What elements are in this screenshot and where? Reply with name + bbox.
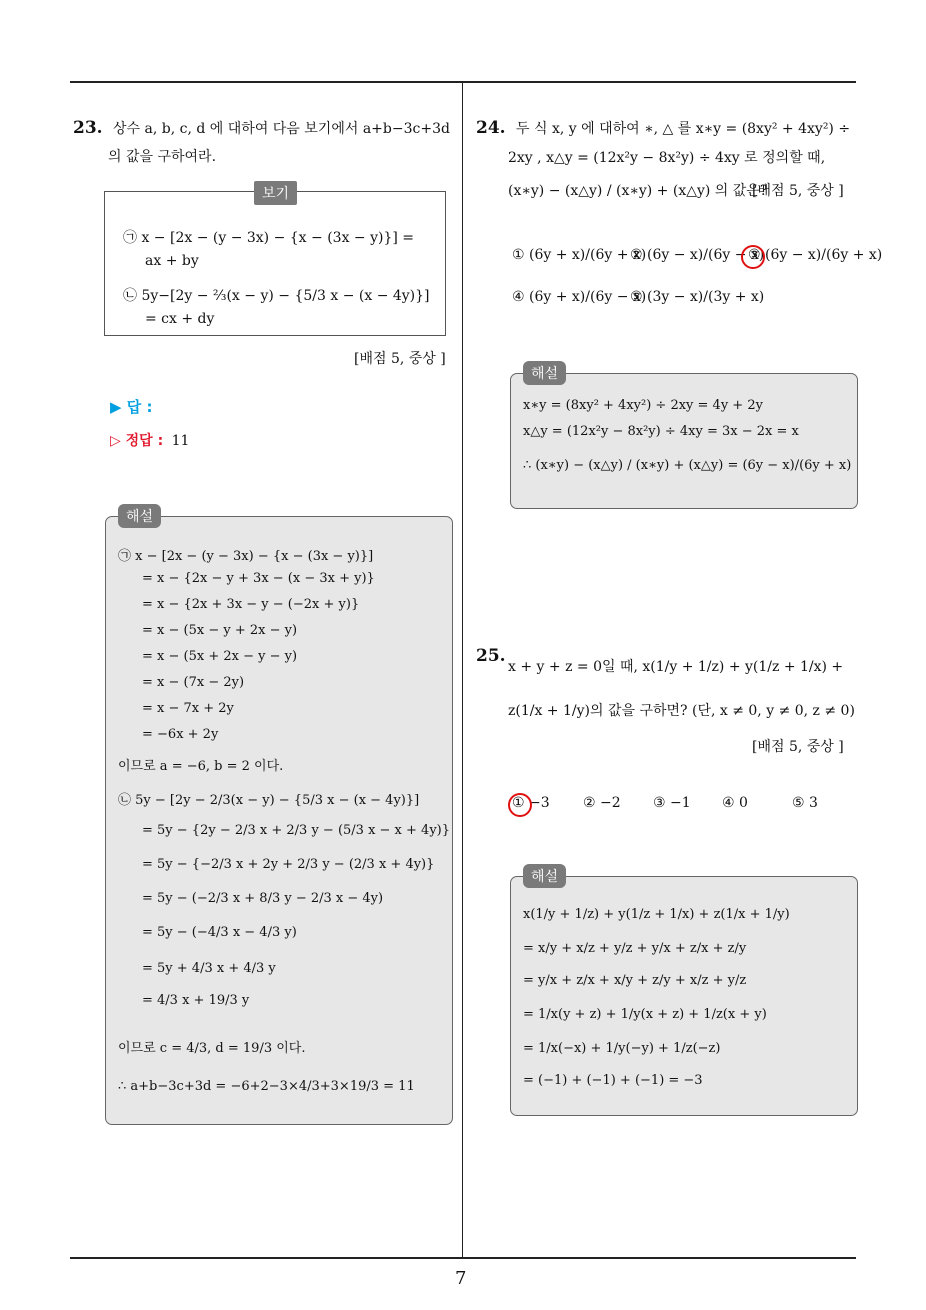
q23-sol-line: ㉡ 5y − [2y − 2/3(x − y) − {5/3 x − (x − 4y)}] — [118, 793, 420, 808]
q24-text-2: 2xy , x△y = (12x²y − 8x²y) ÷ 4xy 로 정의할 때, — [508, 150, 826, 166]
q23-sol-line: = x − (5x − y + 2x − y) — [142, 623, 298, 638]
q25-number: 25. — [476, 646, 506, 666]
q24-choice-2[interactable]: ② (6y − x)/(6y − x) — [630, 247, 765, 263]
q23-score: [배점 5, 중상 ] — [354, 351, 446, 367]
q23-sol-line: 이므로 c = 4/3, d = 19/3 이다. — [118, 1041, 306, 1056]
q25-solution-box — [510, 876, 858, 1116]
q25-choice-5[interactable]: ⑤ 3 — [792, 795, 818, 811]
q23-correct-value: 11 — [171, 433, 190, 449]
q25-sol-line: = x/y + x/z + y/z + y/x + z/x + z/y — [523, 941, 747, 956]
q23-sol-line: = −6x + 2y — [142, 727, 219, 742]
q25-score: [배점 5, 중상 ] — [752, 739, 844, 755]
q23-box-line: ax + by — [145, 253, 199, 269]
q24-text-1: 두 식 x, y 에 대하여 ∗, △ 를 x∗y = (8xy² + 4xy²) ÷ — [516, 121, 851, 137]
selected-answer-mark — [741, 245, 765, 269]
q23-sol-line: = x − 7x + 2y — [142, 701, 234, 716]
q23-sol-line: = 5y − {−2/3 x + 2y + 2/3 y − (2/3 x + 4y)} — [142, 857, 435, 872]
q24-number: 24. — [476, 118, 506, 138]
q24-choice-1[interactable]: ① (6y + x)/(6y + x) — [512, 247, 647, 263]
q23-sol-line: ㉠ x − [2x − (y − 3x) − {x − (3x − y)}] — [118, 549, 374, 564]
q25-sol-line: = 1/x(y + z) + 1/y(x + z) + 1/z(x + y) — [523, 1007, 767, 1022]
q24-text-3: (x∗y) − (x△y) / (x∗y) + (x△y) 의 값은? — [508, 183, 768, 199]
q23-sol-line: = 5y − (−2/3 x + 8/3 y − 2/3 x − 4y) — [142, 891, 384, 906]
q23-number: 23. — [73, 118, 103, 138]
q23-correct — [110, 430, 189, 450]
q25-header — [476, 646, 506, 666]
q24-sol-line: x∗y = (8xy² + 4xy²) ÷ 2xy = 4y + 2y — [523, 398, 763, 413]
q23-example-box — [104, 191, 446, 336]
q24-sol-line: x△y = (12x²y − 8x²y) ÷ 4xy = 3x − 2x = x — [523, 424, 799, 439]
q24-sol-line: ∴ (x∗y) − (x△y) / (x∗y) + (x△y) = (6y − x)/(6y + x) — [523, 458, 852, 473]
q23-sol-line: = x − (5x + 2x − y − y) — [142, 649, 298, 664]
q23-sol-line: = 5y − {2y − 2/3 x + 2/3 y − (5/3 x − x + 4y)} — [142, 823, 451, 838]
q23-solution-tab: 해설 — [118, 504, 161, 528]
q25-sol-line: = (−1) + (−1) + (−1) = −3 — [523, 1073, 703, 1088]
q23-sol-line: = x − (7x − 2y) — [142, 675, 245, 690]
q24-solution-box — [510, 373, 858, 509]
q24-score: [배점 5, 중상 ] — [752, 183, 844, 199]
q23-sol-line: 이므로 a = −6, b = 2 이다. — [118, 759, 284, 774]
q24-choice-5[interactable]: ⑤ (3y − x)/(3y + x) — [630, 289, 765, 305]
q24-choice-3[interactable]: ③ (6y − x)/(6y + x) — [748, 247, 883, 263]
q25-solution-tab: 해설 — [523, 864, 566, 888]
selected-answer-mark — [508, 793, 532, 817]
q23-sol-line: = x − {2x + 3x − y − (−2x + y)} — [142, 597, 360, 612]
q24-header — [476, 118, 850, 138]
q25-choice-4[interactable]: ④ 0 — [722, 795, 748, 811]
q24-solution-tab: 해설 — [523, 361, 566, 385]
q23-correct-label: ▷ 정답 : — [110, 433, 164, 449]
q23-solution-box — [105, 516, 453, 1125]
q25-sol-line: x(1/y + 1/z) + y(1/z + 1/x) + z(1/x + 1/y) — [523, 907, 790, 922]
q25-choice-2[interactable]: ② −2 — [583, 795, 621, 811]
q25-text-1: x + y + z = 0일 때, x(1/y + 1/z) + y(1/z + 1/x) + — [508, 659, 844, 675]
q25-sol-line: = y/x + z/x + x/y + z/y + x/z + y/z — [523, 973, 747, 988]
q23-answer-label: ▶ 답 : — [110, 398, 153, 416]
q25-choice-3[interactable]: ③ −1 — [653, 795, 691, 811]
q24-choice-4[interactable]: ④ (6y + x)/(6y − x) — [512, 289, 647, 305]
column-divider — [462, 82, 463, 1259]
q25-text-2: z(1/x + 1/y)의 값을 구하면? (단, x ≠ 0, y ≠ 0, z ≠ 0) — [508, 703, 855, 719]
q23-text-2: 의 값을 구하여라. — [108, 149, 217, 165]
q23-box-line: ㉡ 5y−[2y − ⅔(x − y) − {5/3 x − (x − 4y)}] — [123, 288, 430, 304]
q25-choice-1[interactable]: ① −3 — [512, 795, 550, 811]
q23-example-tab: 보기 — [254, 181, 297, 205]
q23-sol-line: = x − {2x − y + 3x − (x − 3x + y)} — [142, 571, 375, 586]
q23-header — [73, 118, 450, 138]
q23-sol-line: ∴ a+b−3c+3d = −6+2−3×4/3+3×19/3 = 11 — [118, 1079, 415, 1094]
q25-sol-line: = 1/x(−x) + 1/y(−y) + 1/z(−z) — [523, 1041, 721, 1056]
q23-box-line: ㉠ x − [2x − (y − 3x) − {x − (3x − y)}] = — [123, 230, 415, 246]
q23-sol-line: = 5y + 4/3 x + 4/3 y — [142, 961, 276, 976]
q23-box-line: = cx + dy — [145, 311, 215, 327]
q23-sol-line: = 4/3 x + 19/3 y — [142, 993, 250, 1008]
bottom-rule — [70, 1257, 856, 1259]
page-number: 7 — [455, 1268, 467, 1289]
q23-sol-line: = 5y − (−4/3 x − 4/3 y) — [142, 925, 297, 940]
q23-text-1: 상수 a, b, c, d 에 대하여 다음 보기에서 a+b−3c+3d — [113, 121, 450, 137]
top-rule — [70, 81, 856, 83]
